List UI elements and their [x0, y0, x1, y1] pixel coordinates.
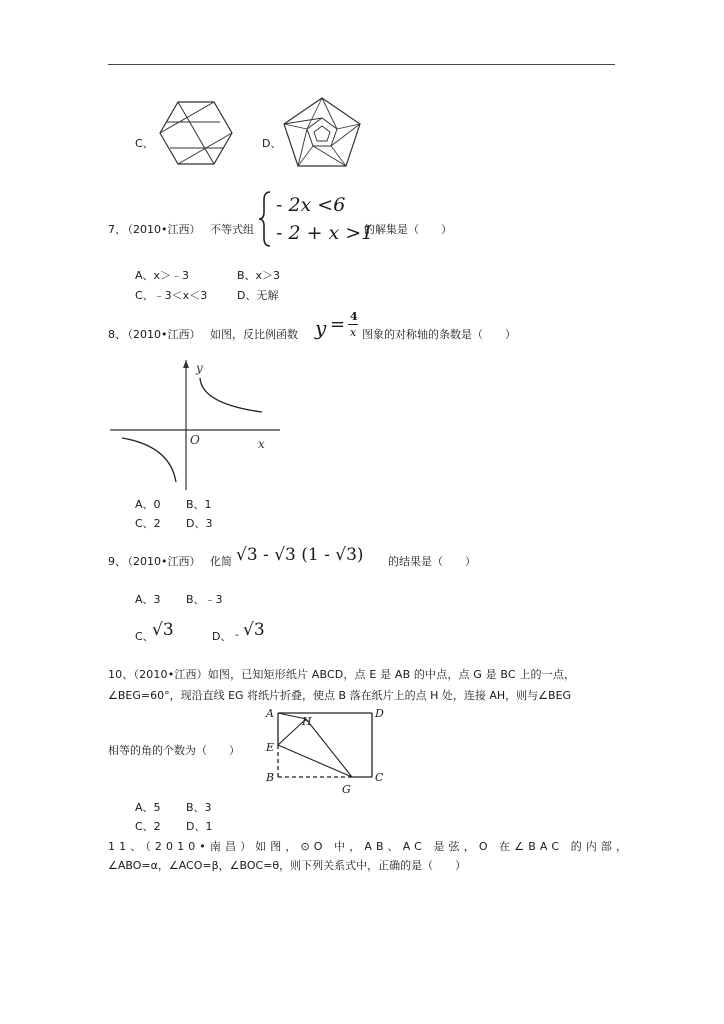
q10-option-a: A、5	[135, 801, 161, 814]
q9-number: 9、	[108, 555, 126, 568]
q8-source: （2010•江西）	[122, 328, 201, 341]
header-rule	[108, 64, 615, 65]
q10-label-d: D	[375, 707, 384, 720]
q6-hexagon-figure	[158, 100, 234, 166]
q6-pentagon-figure	[282, 96, 362, 168]
q8-func-y: y	[315, 316, 327, 340]
q7-option-c: C、﹣3＜x＜3	[135, 289, 208, 302]
q9-option-d-sign: -	[235, 628, 239, 641]
q11-text-line-1: 11、（2010•南昌）如图，⊙O 中，AB、AC 是弦，O 在∠BAC 的内部，	[108, 840, 632, 853]
q6-option-c-label: C、	[135, 137, 154, 150]
q8-graph-x-label: x	[258, 437, 265, 451]
q8-func-equals: =	[330, 314, 346, 335]
q9-source: （2010•江西）	[122, 555, 201, 568]
q10-label-b: B	[266, 771, 275, 784]
q9-option-a: A、3	[135, 593, 161, 606]
q8-option-d: D、3	[186, 517, 213, 530]
q10-text-line-3: 相等的角的个数为（ ）	[108, 744, 240, 757]
q7-inequality-1: - 2x <6	[276, 194, 346, 216]
q10-option-b: B、3	[186, 801, 212, 814]
q9-option-c-value: √3	[152, 620, 174, 640]
q9-text-before: 化简	[210, 555, 232, 568]
q8-func-denominator: x	[350, 326, 357, 339]
q8-number: 8、	[108, 328, 126, 341]
q9-option-d: D、	[212, 630, 232, 643]
q8-hyperbola-graph	[110, 358, 280, 490]
q8-option-c: C、2	[135, 517, 161, 530]
q8-text-after: 图象的对称轴的条数是（ ）	[362, 328, 516, 341]
q8-graph-y-label: y	[196, 361, 203, 375]
q8-option-b: B、1	[186, 498, 212, 511]
q8-graph-origin-label: O	[190, 433, 200, 447]
q6-option-d-label: D、	[262, 137, 282, 150]
q8-fraction-bar	[348, 324, 358, 325]
q9-expression: √3 - √3 (1 - √3)	[236, 545, 364, 565]
q9-text-after: 的结果是（ ）	[388, 555, 476, 568]
q10-label-c: C	[375, 771, 384, 784]
q7-option-a: A、x＞﹣3	[135, 269, 190, 282]
q7-text-after: 的解集是（ ）	[364, 223, 452, 236]
q9-option-b: B、﹣3	[186, 593, 223, 606]
q7-option-d: D、无解	[237, 289, 279, 302]
q10-label-e: E	[266, 741, 275, 754]
q7-source: （2010•江西）	[122, 223, 201, 236]
q10-text-line-1: 10、（2010•江西）如图，已知矩形纸片 ABCD，点 E 是 AB 的中点，点 G 是 BC 上的一点，	[108, 668, 576, 681]
q10-option-d: D、1	[186, 820, 213, 833]
q7-system-brace	[258, 190, 272, 248]
q11-text-line-2: ∠ABO=α，∠ACO=β，∠BOC=θ，则下列关系式中，正确的是（ ）	[108, 859, 467, 872]
q7-inequality-2: - 2 + x >1	[276, 222, 374, 244]
q8-text-before: 如图，反比例函数	[210, 328, 298, 341]
q10-label-a: A	[266, 707, 274, 720]
q10-text-line-2: ∠BEG=60°，现沿直线 EG 将纸片折叠，使点 B 落在纸片上的点 H 处，连接 AH，则与∠BEG	[108, 689, 572, 702]
q7-option-b: B、x＞3	[237, 269, 281, 282]
q10-label-h: H	[302, 715, 312, 728]
q9-option-d-value: √3	[243, 620, 265, 640]
q7-text-before: 不等式组	[210, 223, 254, 236]
q10-option-c: C、2	[135, 820, 161, 833]
q8-func-numerator: 4	[350, 310, 358, 323]
q10-rectangle-figure	[262, 705, 392, 795]
q9-option-c: C、	[135, 630, 154, 643]
q8-option-a: A、0	[135, 498, 161, 511]
q10-label-g: G	[342, 783, 351, 796]
q7-number: 7、	[108, 223, 126, 236]
